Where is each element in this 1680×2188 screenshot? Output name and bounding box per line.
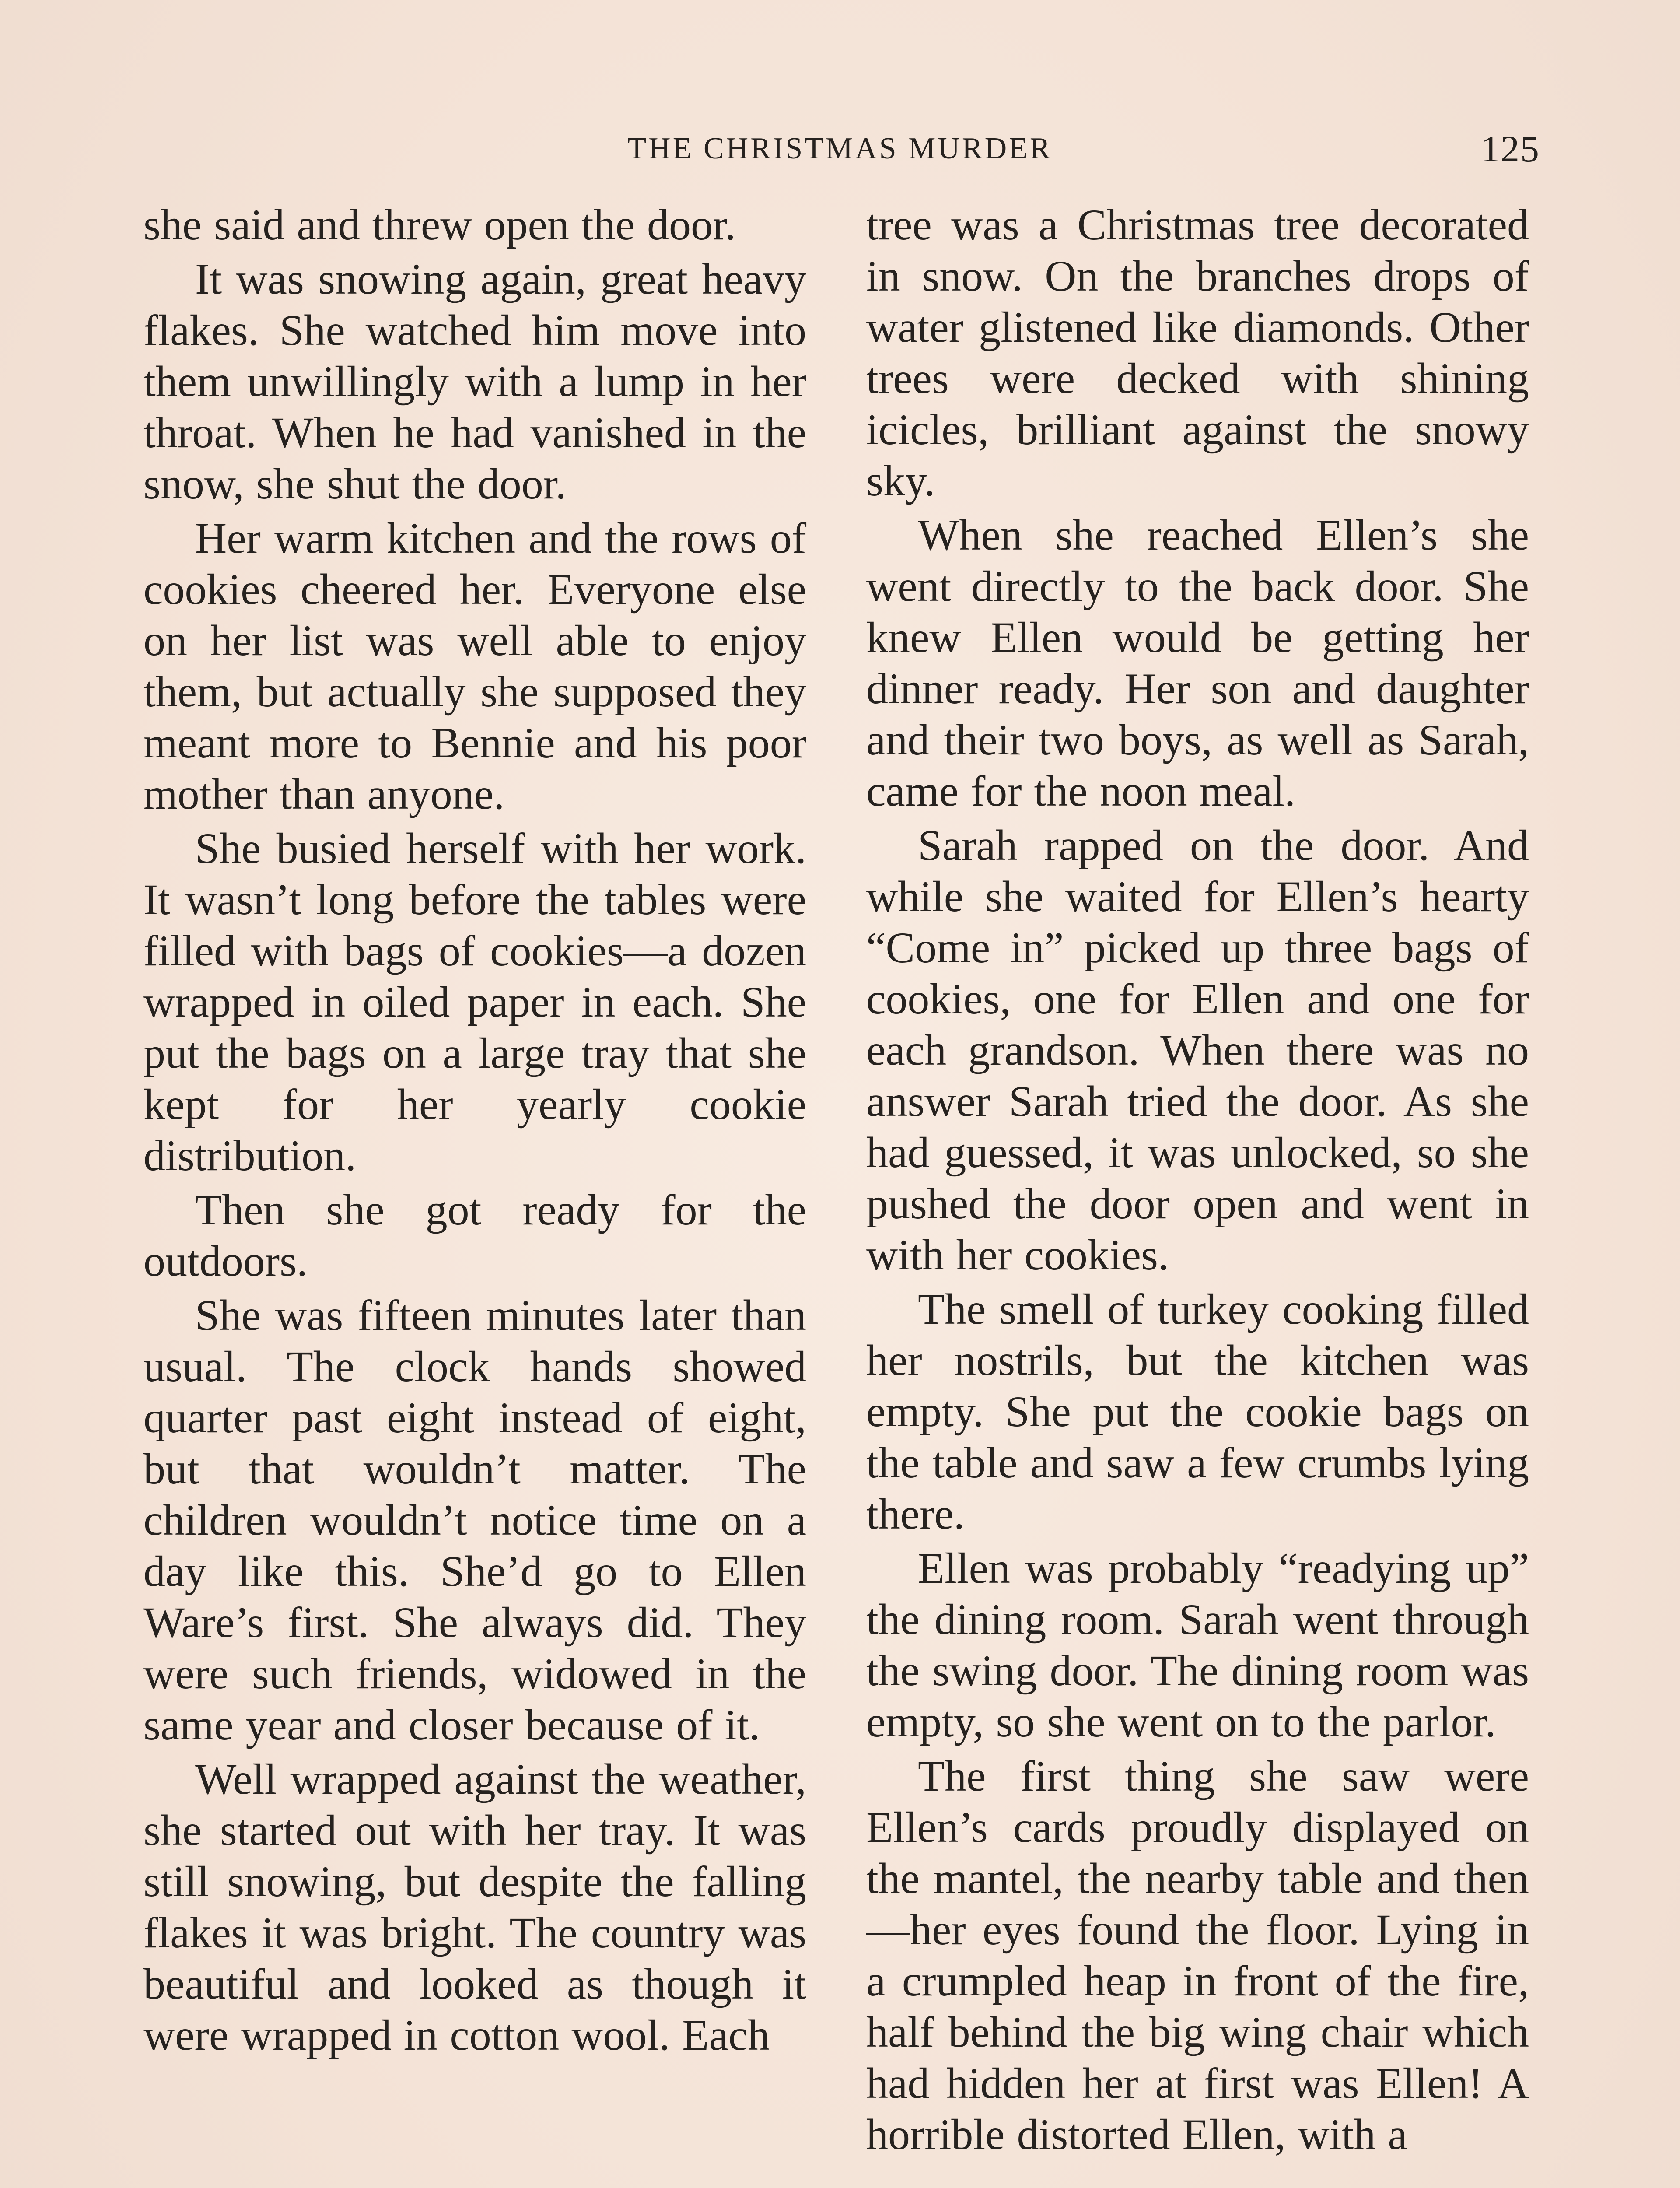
paragraph: Sarah rapped on the door. And while she waited for Ellen’s hearty “Come in” picked up three bags of cookies, one for Ellen and one for each grandson. When there was no answer Sarah tried the door. As she had guessed, it was unlocked, so she pushed the door open and went in with her cookies.	[866, 821, 1529, 1279]
paragraph: tree was a Christmas tree decorated in snow. On the branches drops of water glistened like diamonds. Other trees were decked with shining icicles, brilliant against the snowy sky.	[866, 200, 1529, 505]
paragraph: She busied herself with her work. It wasn’t long before the tables were filled with bags of cookies—a dozen wrapped in oiled paper in each. She put the bags on a large tray that she kept for her yearly cookie distribution.	[144, 824, 806, 1180]
running-title: THE CHRISTMAS MURDER	[627, 132, 1053, 165]
paragraph: Her warm kitchen and the rows of cookies cheered her. Everyone else on her list was well able to enjoy them, but actually she supposed they meant more to Bennie and his poor mother than anyone.	[144, 514, 806, 818]
left-text-column	[144, 199, 806, 2064]
paragraph: It was snowing again, great heavy flakes. She watched him move into them unwillingly with a lump in her throat. When he had vanished in the snow, she shut the door.	[144, 255, 806, 508]
paragraph: The first thing she saw were Ellen’s cards proudly displayed on the mantel, the nearby table and then—her eyes found the floor. Lying in a crumpled heap in front of the fire, half behind the big wing chair which had hidden her at first was Ellen! A horrible distorted Ellen, with a	[866, 1752, 1529, 2159]
paragraph: She was fifteen minutes later than usual. The clock hands showed quarter past eight instead of eight, but that wouldn’t matter. The children wouldn’t notice time on a day like this. She’d go to Ellen Ware’s first. She always did. They were such friends, widowed in the same year and closer because of it.	[144, 1291, 806, 1749]
paragraph: Ellen was probably “readying up” the dining room. Sarah went through the swing door. The dining room was empty, so she went on to the parlor.	[866, 1544, 1529, 1746]
paragraph: The smell of turkey cooking filled her nostrils, but the kitchen was empty. She put the cookie bags on the table and saw a few crumbs lying there.	[866, 1285, 1529, 1538]
page-number: 125	[1481, 128, 1540, 170]
right-text-column	[866, 199, 1529, 2163]
paragraph: When she reached Ellen’s she went directly to the back door. She knew Ellen would be getting her dinner ready. Her son and daughter and their two boys, as well as Sarah, came for the noon meal.	[866, 511, 1529, 815]
paragraph: Then she got ready for the outdoors.	[144, 1185, 806, 1285]
paragraph: Well wrapped against the weather, she started out with her tray. It was still snowing, but despite the falling flakes it was bright. The country was beautiful and looked as though it were wrapped in cotton wool. Each	[144, 1755, 806, 2059]
paragraph: she said and threw open the door.	[144, 200, 736, 249]
